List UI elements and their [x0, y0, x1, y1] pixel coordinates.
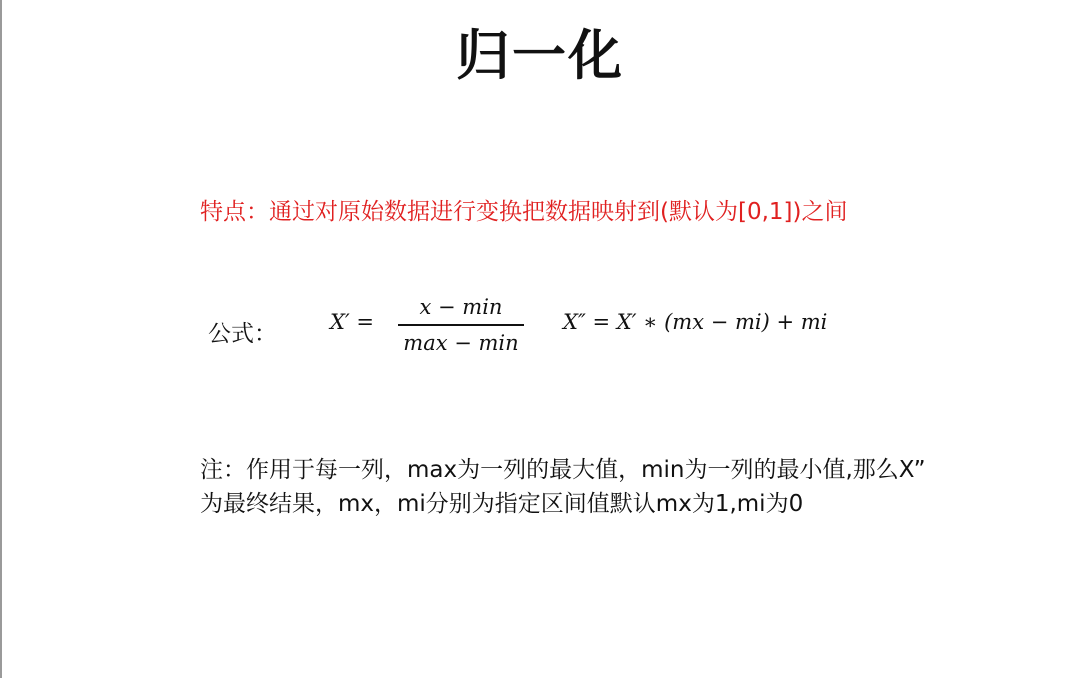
note-text	[200, 453, 1040, 521]
note-line-1: 注：作用于每一列，max为一列的最大值，min为一列的最小值,那么X”	[200, 457, 926, 483]
slide-title: 归一化	[456, 24, 624, 87]
formula-lhs: X′ =	[330, 310, 374, 334]
formula-label: 公式：	[208, 321, 277, 347]
slide-left-border	[0, 0, 2, 678]
formula-fraction	[398, 292, 524, 358]
formula-rescale: X″ = X′ ∗ (mx − mi) + mi	[563, 310, 828, 334]
fraction-bar	[398, 324, 524, 326]
fraction-numerator: x − min	[419, 295, 503, 319]
note-line-2: 为最终结果，mx，mi分别为指定区间值默认mx为1,mi为0	[200, 491, 804, 517]
feature-text: 特点：通过对原始数据进行变换把数据映射到(默认为[0,1])之间	[200, 199, 848, 225]
fraction-denominator: max − min	[403, 330, 519, 355]
